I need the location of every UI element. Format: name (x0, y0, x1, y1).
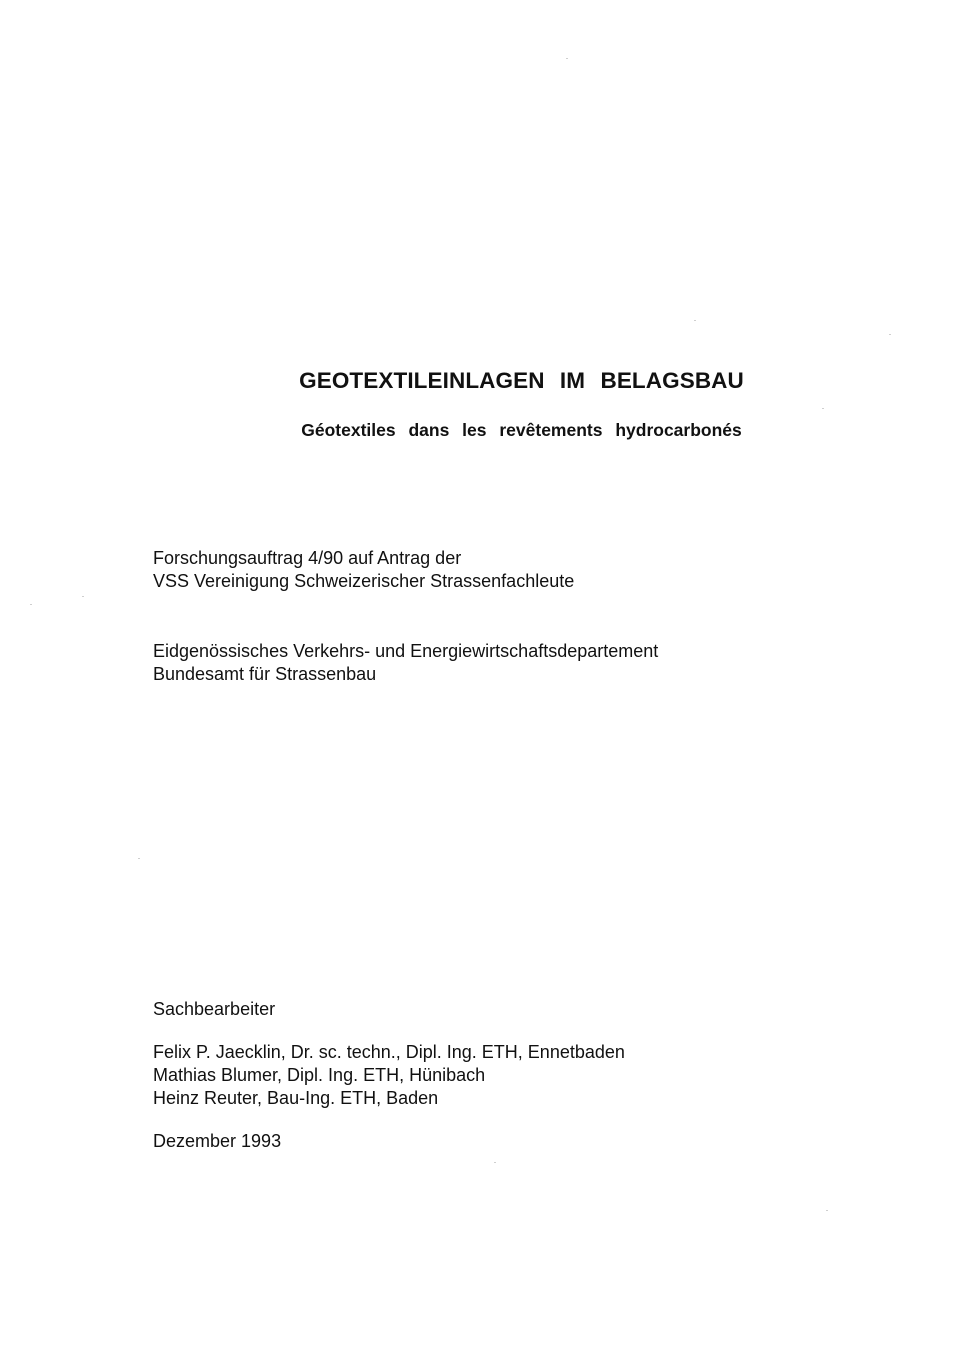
author-line: Mathias Blumer, Dipl. Ing. ETH, Hünibach (153, 1065, 486, 1085)
commission-line-2: VSS Vereinigung Schweizerischer Strassenfachleute (153, 571, 575, 591)
author-line: Heinz Reuter, Bau-Ing. ETH, Baden (153, 1088, 439, 1108)
scan-speck (822, 408, 824, 409)
document-title: GEOTEXTILEINLAGEN IM BELAGSBAU (299, 368, 744, 393)
authority-line-1: Eidgenössisches Verkehrs- und Energiewirtschaftsdepartement (153, 641, 659, 661)
author-line: Felix P. Jaecklin, Dr. sc. techn., Dipl. Ing. ETH, Ennetbaden (153, 1042, 625, 1062)
scan-speck (566, 58, 568, 59)
document-date: Dezember 1993 (153, 1131, 282, 1151)
scan-speck (889, 334, 891, 335)
scan-speck (30, 604, 32, 605)
authors-list (153, 1041, 625, 1110)
authority-block (153, 640, 658, 686)
scan-speck (694, 320, 696, 321)
scan-speck (138, 858, 140, 859)
scan-speck (826, 1210, 828, 1211)
document-subtitle: Géotextiles dans les revêtements hydrocarbonés (301, 420, 742, 440)
commission-line-1: Forschungsauftrag 4/90 auf Antrag der (153, 548, 462, 568)
authority-line-2: Bundesamt für Strassenbau (153, 664, 377, 684)
commission-block (153, 547, 574, 593)
authors-heading: Sachbearbeiter (153, 999, 276, 1019)
scan-speck (82, 596, 84, 597)
scan-speck (494, 1162, 496, 1163)
